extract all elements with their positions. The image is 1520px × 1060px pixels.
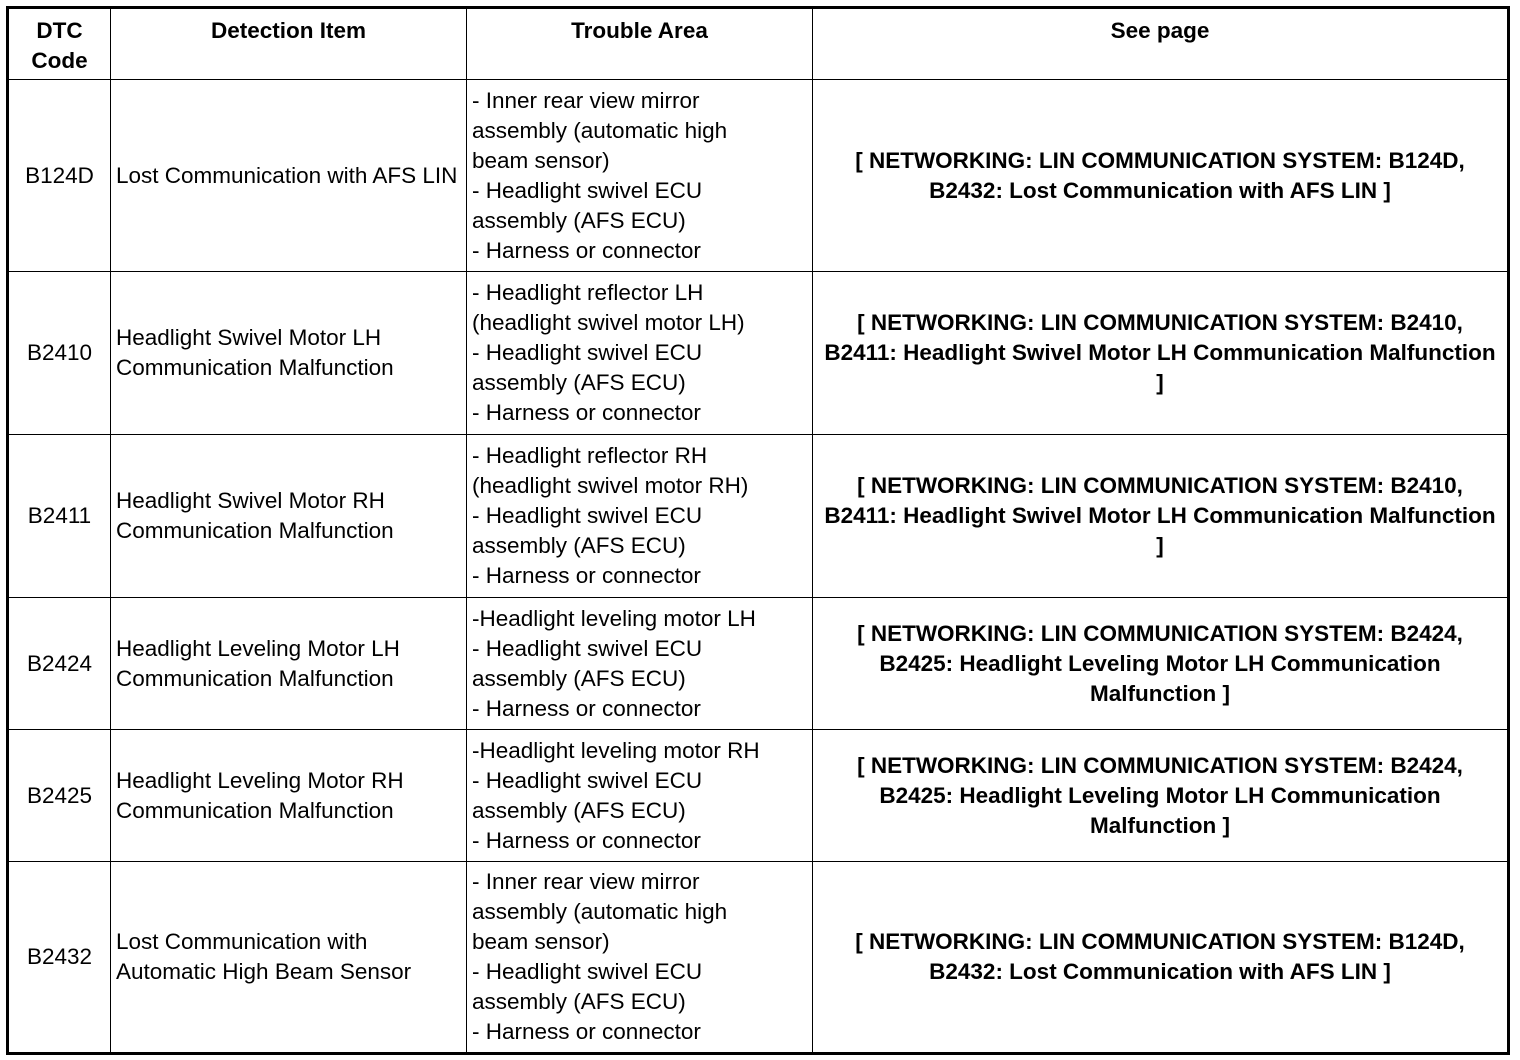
detection-item-cell: Headlight Leveling Motor RH Communication Malfunction: [111, 730, 467, 862]
trouble-area-line: - Headlight swivel ECU: [472, 767, 703, 793]
trouble-area-line: beam sensor): [472, 147, 610, 173]
detection-item-cell: Headlight Swivel Motor RH Communication Malfunction: [111, 435, 467, 598]
trouble-area-line: - Headlight swivel ECU: [472, 177, 703, 203]
trouble-area-line: - Inner rear view mirror: [472, 869, 700, 894]
trouble-area-line: - Headlight swivel ECU: [472, 635, 703, 661]
trouble-area-line: assembly (automatic high: [472, 117, 728, 143]
trouble-area-line: assembly (AFS ECU): [472, 797, 686, 823]
trouble-area-line: - Headlight reflector RH: [472, 443, 708, 468]
see-page-link[interactable]: [ NETWORKING: LIN COMMUNICATION SYSTEM: B2424, B2425: Headlight Leveling Motor LH Communication Malfunction ]: [813, 730, 1509, 862]
trouble-area-line: -Headlight leveling motor LH: [472, 605, 756, 631]
trouble-area-line: (headlight swivel motor LH): [472, 310, 745, 335]
header-row: [8, 8, 1509, 80]
dtc-code-cell: B124D: [8, 80, 111, 272]
dtc-code-cell: B2425: [8, 730, 111, 862]
dtc-code-cell: B2432: [8, 862, 111, 1054]
detection-item-cell: Headlight Leveling Motor LH Communication Malfunction: [111, 598, 467, 730]
table-row: [8, 435, 1509, 598]
trouble-area-line: - Harness or connector: [472, 1019, 701, 1044]
table-row: [8, 598, 1509, 730]
trouble-area-line: - Harness or connector: [472, 237, 701, 263]
trouble-area-line: - Harness or connector: [472, 563, 701, 588]
see-page-link[interactable]: [ NETWORKING: LIN COMMUNICATION SYSTEM: B124D, B2432: Lost Communication with AFS LIN ]: [813, 80, 1509, 272]
table-row: [8, 730, 1509, 862]
detection-item-cell: Lost Communication with AFS LIN: [111, 80, 467, 272]
trouble-area-line: assembly (AFS ECU): [472, 533, 686, 558]
trouble-area-line: - Headlight swivel ECU: [472, 503, 703, 528]
trouble-area-line: assembly (AFS ECU): [472, 989, 686, 1014]
trouble-area-line: - Harness or connector: [472, 827, 701, 853]
trouble-area-line: - Harness or connector: [472, 695, 701, 721]
dtc-code-cell: B2411: [8, 435, 111, 598]
dtc-code-cell: B2410: [8, 272, 111, 435]
trouble-area-line: beam sensor): [472, 929, 610, 954]
header-detection-item: Detection Item: [111, 8, 467, 80]
trouble-area-cell: [467, 598, 813, 730]
trouble-area-line: assembly (AFS ECU): [472, 665, 686, 691]
trouble-area-line: - Headlight reflector LH: [472, 280, 704, 305]
trouble-area-line: assembly (AFS ECU): [472, 370, 686, 395]
header-dtc-code: DTC Code: [8, 8, 111, 80]
table-row: [8, 80, 1509, 272]
trouble-area-cell: [467, 435, 813, 598]
see-page-link[interactable]: [ NETWORKING: LIN COMMUNICATION SYSTEM: B124D, B2432: Lost Communication with AFS LIN ]: [813, 862, 1509, 1054]
header-trouble-area: Trouble Area: [467, 8, 813, 80]
see-page-link[interactable]: [ NETWORKING: LIN COMMUNICATION SYSTEM: B2410, B2411: Headlight Swivel Motor LH Communication Malfunction ]: [813, 272, 1509, 435]
trouble-area-line: - Headlight swivel ECU: [472, 959, 703, 984]
detection-item-cell: Lost Communication with Automatic High Beam Sensor: [111, 862, 467, 1054]
trouble-area-line: - Headlight swivel ECU: [472, 340, 703, 365]
trouble-area-line: -Headlight leveling motor RH: [472, 737, 760, 763]
see-page-link[interactable]: [ NETWORKING: LIN COMMUNICATION SYSTEM: B2410, B2411: Headlight Swivel Motor LH Communication Malfunction ]: [813, 435, 1509, 598]
table-row: [8, 272, 1509, 435]
trouble-area-cell: [467, 272, 813, 435]
trouble-area-line: - Harness or connector: [472, 400, 701, 425]
header-see-page: See page: [813, 8, 1509, 80]
detection-item-cell: Headlight Swivel Motor LH Communication Malfunction: [111, 272, 467, 435]
trouble-area-line: - Inner rear view mirror: [472, 87, 700, 113]
dtc-code-cell: B2424: [8, 598, 111, 730]
table-row: [8, 862, 1509, 1054]
dtc-table: [6, 6, 1510, 1055]
trouble-area-cell: [467, 80, 813, 272]
trouble-area-cell: [467, 730, 813, 862]
see-page-link[interactable]: [ NETWORKING: LIN COMMUNICATION SYSTEM: B2424, B2425: Headlight Leveling Motor LH Communication Malfunction ]: [813, 598, 1509, 730]
trouble-area-line: assembly (AFS ECU): [472, 207, 686, 233]
trouble-area-line: (headlight swivel motor RH): [472, 473, 749, 498]
trouble-area-cell: [467, 862, 813, 1054]
trouble-area-line: assembly (automatic high: [472, 899, 728, 924]
